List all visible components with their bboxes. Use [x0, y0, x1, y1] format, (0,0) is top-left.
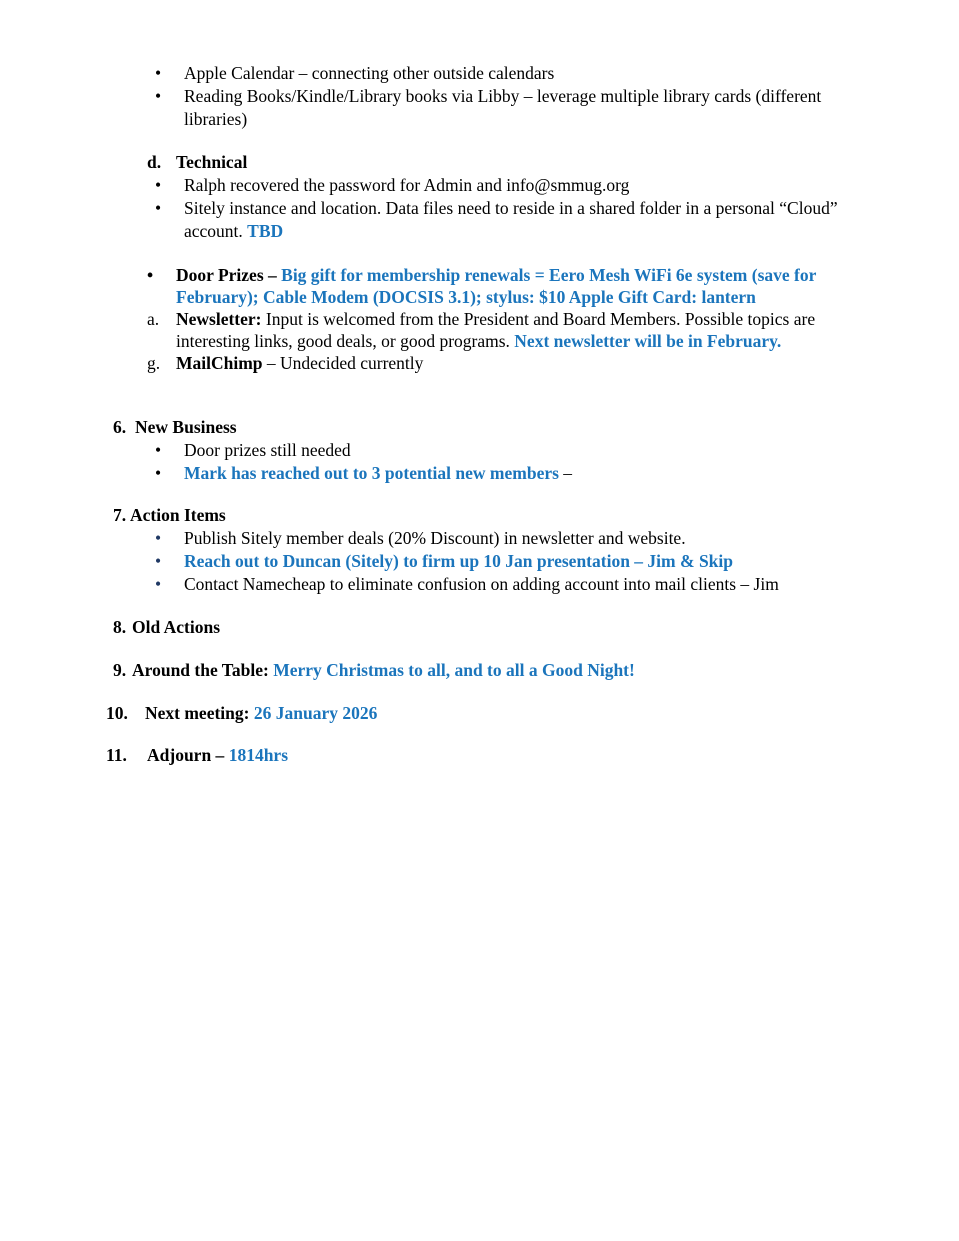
mailchimp-label: MailChimp — [176, 353, 263, 373]
newsletter-label: Newsletter: — [176, 309, 266, 329]
letter-marker: g. — [147, 353, 161, 373]
bullet-icon — [155, 439, 161, 462]
mark-outreach-suffix: – — [558, 463, 573, 483]
list-item-door-prizes-needed — [0, 439, 959, 462]
bullet-icon — [155, 573, 161, 596]
bullet-icon — [155, 197, 161, 220]
list-item-sitely-instance — [0, 197, 959, 243]
around-table-label: Around the Table: — [132, 660, 274, 680]
section-heading-new-business — [0, 416, 959, 439]
newsletter-highlight: Next newsletter will be in February. — [514, 331, 782, 351]
section-title: Action Items — [130, 505, 226, 525]
bullet-icon — [155, 62, 161, 85]
bullet-icon — [155, 527, 161, 550]
section-number: 8. — [113, 617, 127, 637]
section-text — [0, 702, 959, 725]
list-item-mailchimp — [0, 352, 959, 374]
list-item-text — [176, 264, 844, 308]
list-item-text: Publish Sitely member deals (20% Discount) in newsletter and website. — [184, 528, 686, 548]
bullet-icon — [155, 462, 161, 485]
list-item-text: Ralph recovered the password for Admin and info@smmug.org — [184, 175, 630, 195]
letter-marker: a. — [147, 309, 160, 329]
list-item-text: Reading Books/Kindle/Library books via Libby – leverage multiple library cards (different libraries) — [184, 86, 822, 129]
adjourn-section — [0, 744, 959, 767]
old-actions-section — [0, 616, 959, 639]
list-item-text: Apple Calendar – connecting other outside calendars — [184, 63, 555, 83]
door-prizes-label: Door Prizes – — [176, 265, 282, 285]
next-meeting-section — [0, 702, 959, 725]
section-heading-old-actions — [0, 616, 959, 639]
section-number: 7. — [113, 505, 127, 525]
section-title: New Business — [135, 417, 237, 437]
list-item-apple-calendar — [0, 62, 959, 85]
adjourn-label: Adjourn – — [147, 745, 229, 765]
list-item-reach-duncan — [0, 550, 959, 573]
section-number: 6. — [113, 417, 127, 437]
section-number: 9. — [113, 660, 127, 680]
section-title: Old Actions — [132, 617, 221, 637]
bullet-icon — [155, 174, 161, 197]
list-item-newsletter — [0, 308, 959, 352]
section-heading-action-items — [0, 504, 959, 527]
tbd-highlight: TBD — [247, 221, 284, 241]
bullet-icon — [155, 550, 161, 573]
next-meeting-label: Next meeting: — [145, 703, 254, 723]
list-item-libby — [0, 85, 959, 131]
list-item-ralph-password — [0, 174, 959, 197]
mark-outreach-highlight: Mark has reached out to 3 potential new members — [184, 463, 559, 483]
next-meeting-date: 26 January 2026 — [253, 703, 378, 723]
list-item-door-prizes — [0, 264, 959, 308]
door-prizes-detail: Big gift for membership renewals = Eero Mesh WiFi 6e system (save for February); Cable Modem (DOCSIS 3.1); stylus: $10 Apple Gift Card: lantern — [176, 265, 817, 307]
door-prizes-newsletter-section — [0, 264, 959, 374]
technical-title: Technical — [176, 152, 248, 172]
list-item-mark-outreach — [0, 462, 959, 485]
section-number: 11. — [106, 745, 127, 765]
technical-section — [0, 151, 959, 243]
list-item-text — [184, 462, 848, 485]
section-text — [0, 744, 959, 767]
action-items-section — [0, 504, 959, 596]
technical-heading — [0, 151, 959, 174]
new-business-section — [0, 416, 959, 485]
list-item-text — [184, 197, 848, 243]
intro-bullet-list — [0, 62, 959, 131]
list-item-text: Door prizes still needed — [184, 440, 351, 460]
sitely-body: Sitely instance and location. Data files need to reside in a shared folder in a personal “Cloud” account. — [184, 198, 838, 241]
around-table-section — [0, 659, 959, 682]
list-item-text — [176, 352, 844, 374]
mailchimp-body: – Undecided currently — [262, 353, 424, 373]
section-number: 10. — [106, 703, 128, 723]
list-item-contact-namecheap — [0, 573, 959, 596]
newsletter-body: Input is welcomed from the President and Board Members. Possible topics are interesting links, good deals, or good programs. — [176, 309, 816, 351]
list-item-text: Reach out to Duncan (Sitely) to firm up 10 Jan presentation – Jim & Skip — [184, 551, 734, 571]
section-heading-next-meeting — [0, 702, 959, 725]
bullet-icon — [147, 264, 153, 286]
list-item-text — [176, 308, 844, 352]
list-item-publish-deals — [0, 527, 959, 550]
bullet-icon — [155, 85, 161, 108]
section-heading-around-table — [0, 659, 959, 682]
letter-marker: d. — [147, 152, 162, 172]
section-text — [0, 659, 959, 682]
around-table-highlight: Merry Christmas to all, and to all a Good Night! — [273, 660, 635, 680]
adjourn-time: 1814hrs — [228, 745, 288, 765]
section-heading-adjourn — [0, 744, 959, 767]
list-item-text: Contact Namecheap to eliminate confusion on adding account into mail clients – Jim — [184, 574, 779, 594]
